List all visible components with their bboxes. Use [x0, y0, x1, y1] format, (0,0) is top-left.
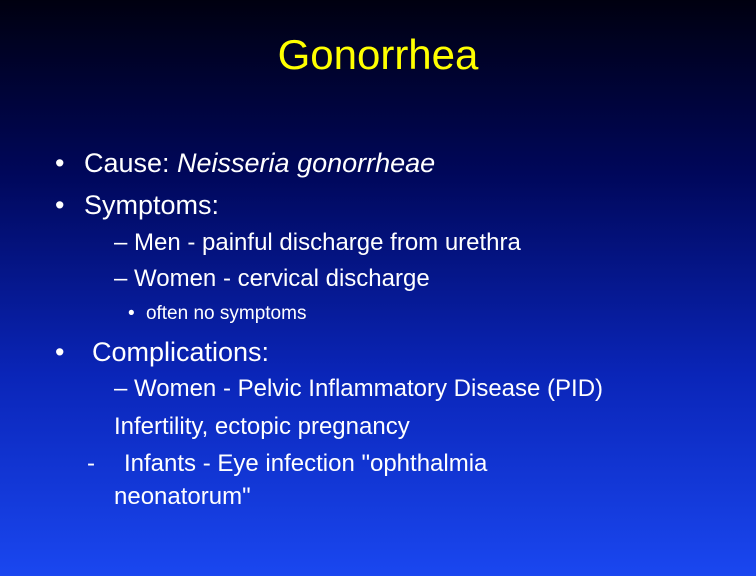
complications-infants-line2: neonatorum" — [114, 483, 251, 510]
bullet-icon: • — [128, 303, 135, 324]
complications-women-line1: – Women - Pelvic Inflammatory Disease (PID) — [114, 375, 604, 402]
complications-infants-dash: - — [87, 450, 95, 477]
cause-label: Cause: — [83, 148, 178, 178]
cause-bullet-line — [55, 150, 435, 177]
symptoms-women: – Women - cervical discharge — [114, 265, 430, 292]
slide-title: Gonorrhea — [277, 31, 479, 78]
bullet-icon: • — [55, 337, 65, 367]
complications-infants-line1: Infants - Eye infection "ophthalmia — [124, 450, 488, 477]
symptoms-label: Symptoms: — [83, 190, 219, 220]
symptoms-women-note-line — [128, 304, 306, 323]
bullet-icon: • — [55, 190, 65, 220]
bullet-icon: • — [55, 148, 65, 178]
complications-bullet-line — [55, 339, 269, 366]
symptoms-bullet-line — [55, 192, 219, 219]
complications-women-line2: Infertility, ectopic pregnancy — [114, 413, 410, 440]
symptoms-women-note: often no symptoms — [145, 303, 307, 324]
complications-label: Complications: — [91, 337, 270, 367]
symptoms-men: – Men - painful discharge from urethra — [114, 229, 521, 256]
cause-organism: Neisseria gonorrheae — [177, 148, 436, 178]
